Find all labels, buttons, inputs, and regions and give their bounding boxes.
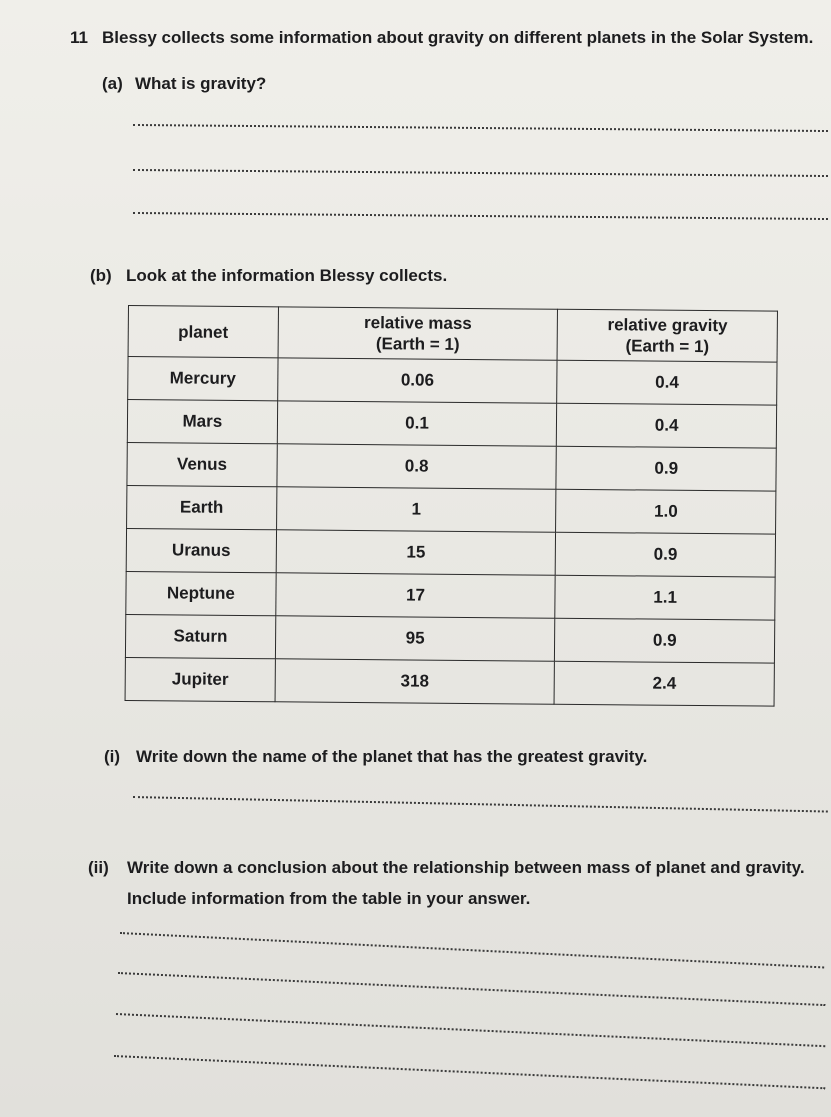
- question-number: 11: [70, 28, 88, 47]
- cell-mass: 17: [276, 573, 556, 618]
- cell-mass: 15: [276, 530, 556, 575]
- part-b-ii-label: (ii): [88, 858, 109, 877]
- part-a-label: (a): [102, 74, 123, 93]
- cell-planet: Uranus: [126, 528, 276, 572]
- cell-mass: 0.1: [277, 401, 557, 446]
- table-row: [125, 614, 774, 663]
- answer-line-a-3[interactable]: [133, 212, 828, 220]
- answer-line-b-i[interactable]: [133, 796, 828, 813]
- cell-mass: 95: [275, 616, 555, 661]
- part-b-ii-question: Write down a conclusion about the relationship between mass of planet and gravity.: [127, 858, 805, 877]
- cell-gravity: 0.9: [556, 446, 776, 491]
- cell-planet: Jupiter: [125, 657, 275, 701]
- answer-line-b-ii-2[interactable]: [118, 972, 825, 1006]
- header-relative-mass: relative mass (Earth = 1): [278, 307, 558, 360]
- table-row: [125, 657, 774, 706]
- cell-planet: Earth: [127, 485, 277, 529]
- table-row: [126, 571, 775, 620]
- answer-line-a-1[interactable]: [133, 124, 828, 132]
- header-planet: planet: [128, 306, 278, 358]
- table-row: [127, 442, 776, 491]
- cell-mass: 0.8: [277, 444, 557, 489]
- table-header-row: [128, 306, 777, 363]
- answer-line-b-ii-3[interactable]: [116, 1013, 825, 1047]
- answer-line-b-ii-1[interactable]: [120, 932, 824, 968]
- cell-gravity: 1.1: [555, 575, 775, 620]
- question-stem: Blessy collects some information about gravity on different planets in the Solar System.: [102, 28, 814, 47]
- cell-mass: 0.06: [277, 358, 557, 403]
- cell-gravity: 2.4: [554, 661, 774, 706]
- part-b-i-question: Write down the name of the planet that has the greatest gravity.: [136, 747, 648, 766]
- cell-planet: Neptune: [126, 571, 276, 615]
- part-b-i-label: (i): [104, 747, 121, 766]
- cell-gravity: 0.4: [557, 403, 777, 448]
- cell-planet: Saturn: [125, 614, 275, 658]
- answer-line-a-2[interactable]: [133, 169, 828, 177]
- header-relative-gravity: relative gravity (Earth = 1): [557, 309, 777, 362]
- table-row: [127, 400, 776, 449]
- table-row: [126, 528, 775, 577]
- cell-planet: Venus: [127, 442, 277, 486]
- table-row: [128, 357, 777, 406]
- cell-gravity: 0.9: [555, 532, 775, 577]
- part-b-text: Look at the information Blessy collects.: [126, 266, 448, 285]
- cell-gravity: 1.0: [556, 489, 776, 534]
- cell-planet: Mercury: [128, 357, 278, 401]
- cell-mass: 1: [276, 487, 556, 532]
- part-b-label: (b): [90, 266, 112, 285]
- answer-line-b-ii-4[interactable]: [114, 1055, 825, 1089]
- emphasis-greatest: greatest: [517, 747, 584, 766]
- cell-gravity: 0.9: [555, 618, 775, 663]
- cell-planet: Mars: [127, 400, 277, 444]
- cell-gravity: 0.4: [557, 360, 777, 405]
- cell-mass: 318: [275, 659, 555, 704]
- table-row: [127, 485, 776, 534]
- part-b-ii-instruction: Include information from the table in your answer.: [127, 889, 531, 908]
- gravity-table: [125, 305, 778, 707]
- part-a-question: What is gravity?: [135, 74, 267, 93]
